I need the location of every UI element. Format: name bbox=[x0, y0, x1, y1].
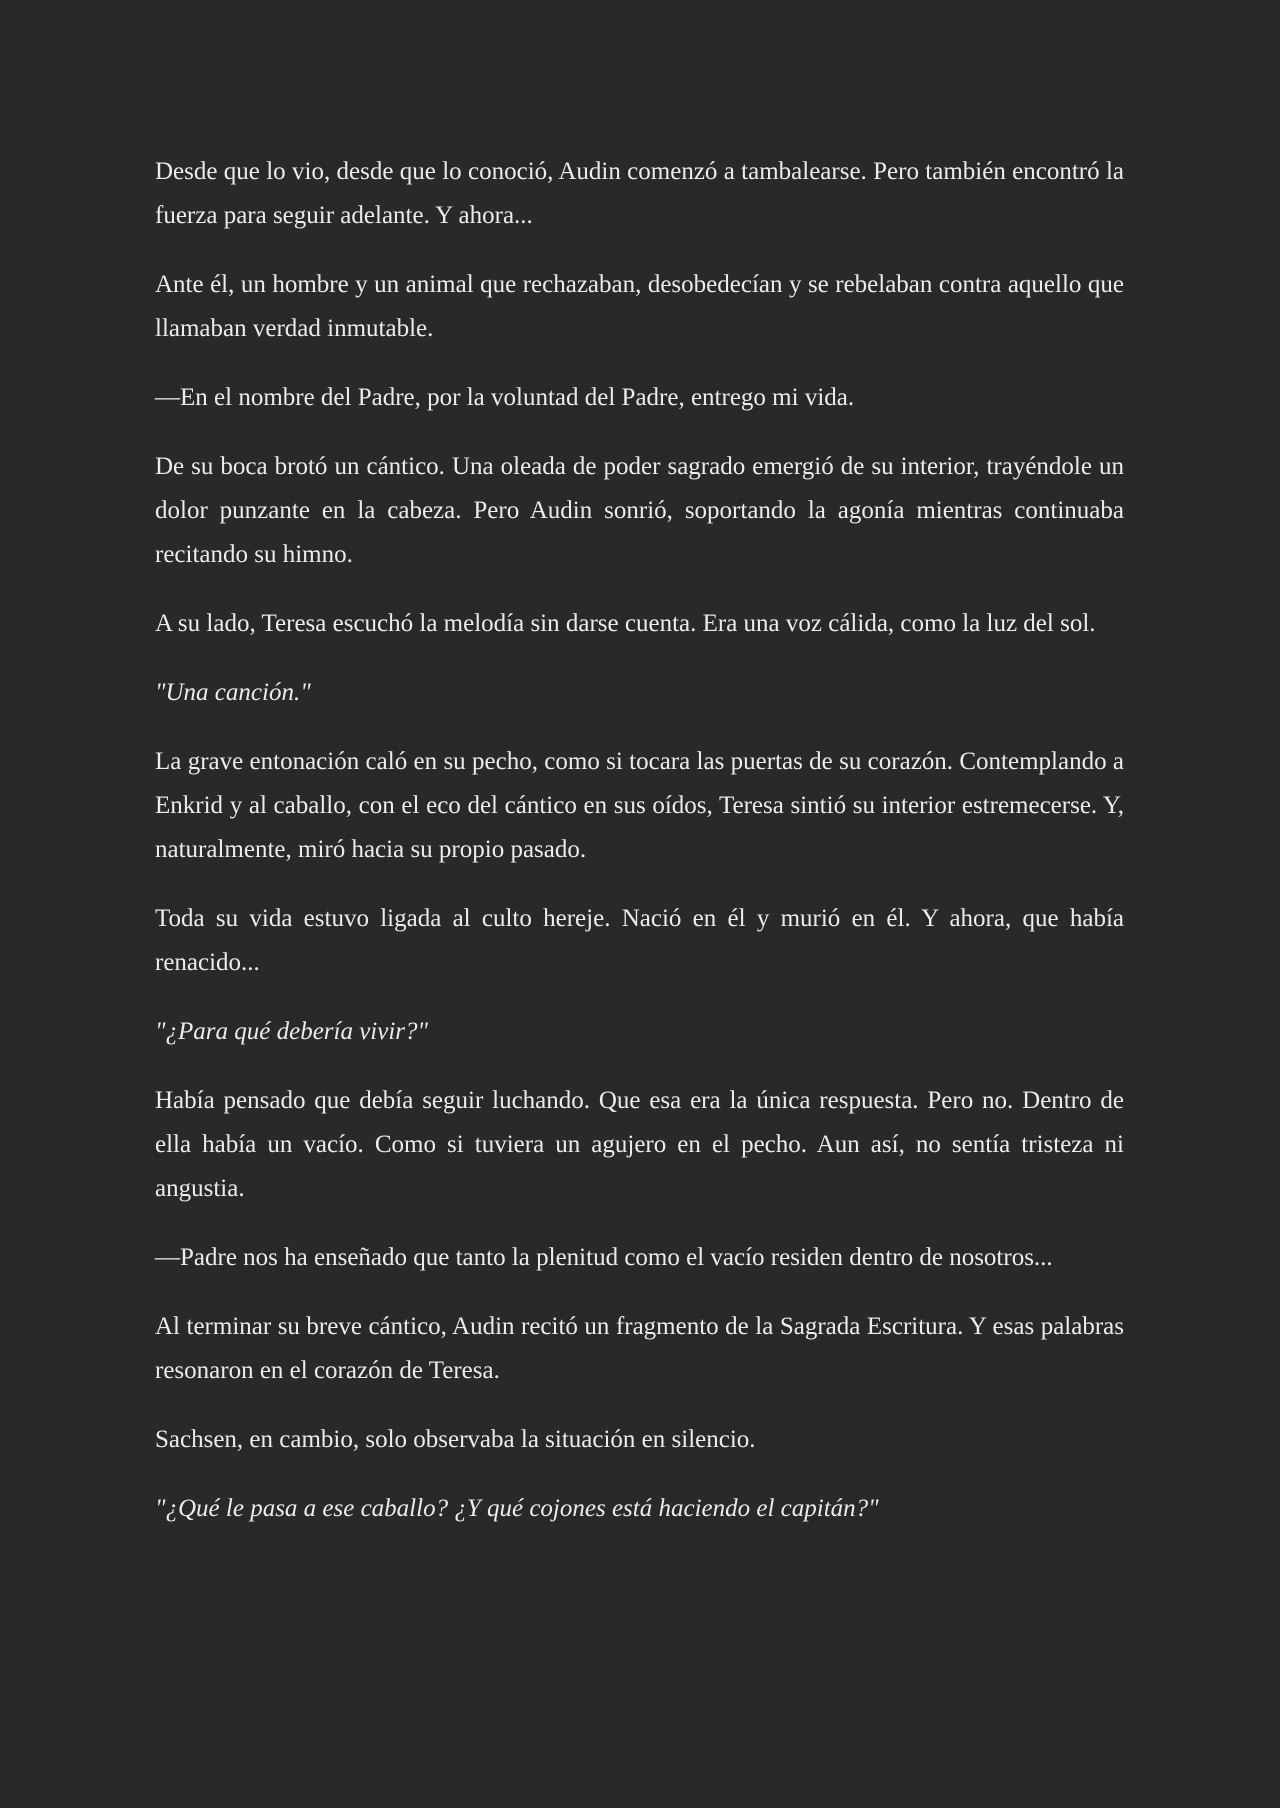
paragraph: Sachsen, en cambio, solo observaba la situación en silencio. bbox=[155, 1426, 756, 1453]
thought-paragraph: "Una canción." bbox=[155, 679, 311, 706]
dialogue-paragraph: —En el nombre del Padre, por la voluntad del Padre, entrego mi vida. bbox=[155, 384, 855, 411]
paragraph: De su boca brotó un cántico. Una oleada de poder sagrado emergió de su interior, trayéndole un dolor punzante en la cabeza. Pero Audin sonrió, soportando la agonía mientras continuaba recitando su himno. bbox=[155, 453, 1124, 568]
paragraph: Toda su vida estuvo ligada al culto hereje. Nació en él y murió en él. Y ahora, que había renacido... bbox=[155, 905, 1124, 976]
thought-paragraph: "¿Para qué debería vivir?" bbox=[155, 1018, 429, 1045]
paragraph: Al terminar su breve cántico, Audin recitó un fragmento de la Sagrada Escritura. Y esas palabras resonaron en el corazón de Teresa. bbox=[155, 1313, 1124, 1384]
paragraph: Desde que lo vio, desde que lo conoció, Audin comenzó a tambalearse. Pero también encontró la fuerza para seguir adelante. Y ahora... bbox=[155, 158, 1124, 229]
paragraph: Ante él, un hombre y un animal que rechazaban, desobedecían y se rebelaban contra aquello que llamaban verdad inmutable. bbox=[155, 271, 1124, 342]
paragraph: Había pensado que debía seguir luchando. Que esa era la única respuesta. Pero no. Dentro de ella había un vacío. Como si tuviera un agujero en el pecho. Aun así, no sentía tristeza ni angustia. bbox=[155, 1087, 1124, 1202]
thought-paragraph: "¿Qué le pasa a ese caballo? ¿Y qué cojones está haciendo el capitán?" bbox=[155, 1495, 879, 1522]
paragraph: A su lado, Teresa escuchó la melodía sin darse cuenta. Era una voz cálida, como la luz del sol. bbox=[155, 610, 1096, 637]
paragraph: La grave entonación caló en su pecho, como si tocara las puertas de su corazón. Contemplando a Enkrid y al caballo, con el eco del cántico en sus oídos, Teresa sintió su interior estremecerse. Y, naturalmente, miró hacia su propio pasado. bbox=[155, 748, 1124, 863]
chapter-text bbox=[155, 150, 1124, 1531]
dialogue-paragraph: —Padre nos ha enseñado que tanto la plenitud como el vacío residen dentro de nosotros... bbox=[155, 1244, 1053, 1271]
